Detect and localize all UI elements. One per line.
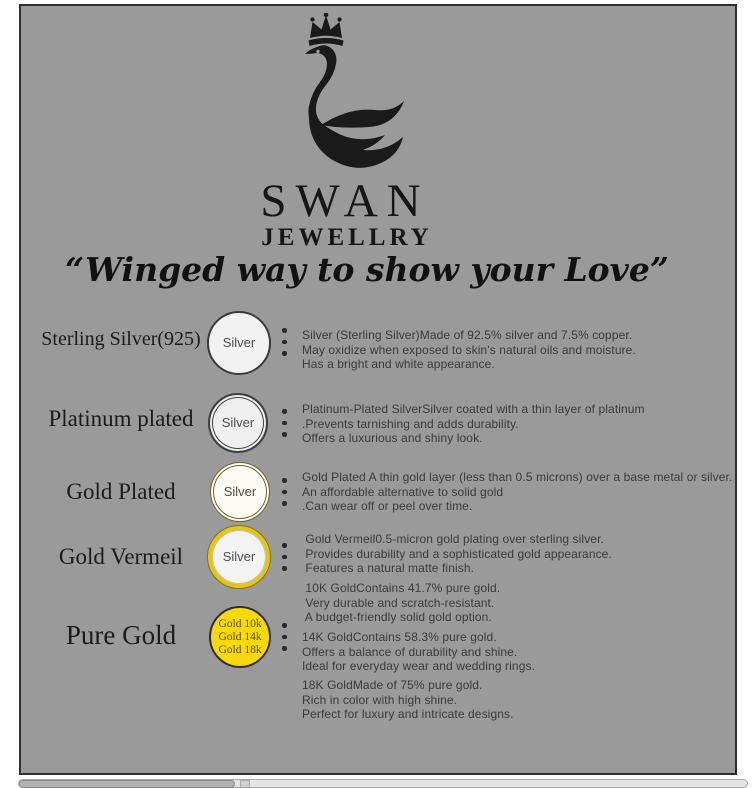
description-line: Platinum-Plated SilverSilver coated with a thin layer of platinum: [302, 402, 645, 416]
crowned-swan-icon: [303, 13, 408, 175]
description-line: Offers a luxurious and shiny look.: [302, 431, 483, 446]
description-line: 14K GoldContains 58.3% pure gold.: [302, 630, 497, 644]
dot: [282, 351, 287, 356]
badge-label: Silver: [221, 415, 255, 430]
description-line: Rich in color with high shine.: [302, 692, 458, 707]
dot: [282, 623, 287, 628]
ellipsis-dots: [282, 543, 287, 571]
description-line: Features a natural matte finish.: [302, 561, 475, 576]
gold-vermeil-badge: [208, 526, 270, 588]
description-block: [302, 470, 732, 514]
badge-label: Gold 14k: [218, 630, 262, 643]
dot: [282, 340, 287, 345]
dot: [282, 421, 287, 426]
description-block: [302, 402, 645, 446]
badge-label: Silver: [223, 484, 257, 499]
description-line: May oxidize when exposed to skin's natural oils and moisture.: [302, 342, 636, 357]
infographic-panel: [19, 4, 737, 775]
description-block-18k: [302, 678, 514, 722]
gold-ring-badge: [210, 462, 270, 522]
description-block: [302, 532, 612, 576]
badge-label: Silver: [222, 335, 256, 350]
description-line: .Prevents tarnishing and adds durability.: [302, 416, 519, 431]
silver-double-ring-badge: [208, 393, 268, 453]
row-label: Gold Vermeil: [58, 544, 184, 569]
description-line: .Can wear off or peel over time.: [302, 499, 473, 514]
description-line: Offers a balance of durability and shine.: [302, 644, 518, 659]
ellipsis-dots: [282, 409, 287, 437]
row-label: Gold Plated: [66, 479, 176, 504]
badge-label: Silver: [222, 549, 256, 564]
description-line: Provides durability and a sophisticated gold appearance.: [302, 546, 612, 561]
brand-title: SWAN: [260, 175, 430, 227]
description-line: 18K GoldMade of 75% pure gold.: [302, 678, 483, 692]
dot: [282, 501, 287, 506]
dot: [282, 646, 287, 651]
row-label: Sterling Silver(925): [41, 328, 201, 350]
description-line: Silver (Sterling Silver)Made of 92.5% silver and 7.5% copper.: [302, 328, 633, 342]
brand-tagline: “Winged way to show your Love”: [65, 250, 669, 289]
dot: [282, 409, 287, 414]
row-label: Platinum plated: [48, 406, 194, 431]
dot: [282, 543, 287, 548]
dot: [282, 555, 287, 560]
description-block-10k: [302, 581, 500, 625]
dot: [282, 566, 287, 571]
badge-label: Gold 10k: [218, 617, 262, 630]
description-line: Has a bright and white appearance.: [302, 357, 495, 372]
ellipsis-dots: [282, 478, 287, 506]
brand-subtitle: JEWELLRY: [261, 224, 433, 251]
description-line: An affordable alternative to solid gold: [302, 484, 504, 499]
description-line: Perfect for luxury and intricate designs.: [302, 707, 514, 722]
dot: [282, 490, 287, 495]
description-block: [302, 328, 636, 372]
description-line: Gold Vermeil0.5-micron gold plating over sterling silver.: [302, 532, 604, 546]
dot: [282, 635, 287, 640]
description-line: Gold Plated A thin gold layer (less than 0.5 microns) over a base metal or silver.: [302, 470, 733, 484]
pure-gold-badge: [209, 606, 271, 668]
dot: [282, 478, 287, 483]
description-line: Ideal for everyday wear and wedding rings.: [302, 659, 535, 674]
silver-badge: [207, 311, 271, 375]
row-label: Pure Gold: [65, 620, 177, 650]
ellipsis-dots: [282, 328, 287, 356]
ellipsis-dots: [282, 623, 287, 651]
dot: [282, 328, 287, 333]
dot: [282, 432, 287, 437]
description-line: A budget-friendly solid gold option.: [302, 610, 492, 625]
description-block-14k: [302, 630, 535, 674]
description-line: Very durable and scratch-resistant.: [302, 595, 495, 610]
description-line: 10K GoldContains 41.7% pure gold.: [302, 581, 501, 595]
badge-label: Gold 18k: [218, 643, 262, 656]
